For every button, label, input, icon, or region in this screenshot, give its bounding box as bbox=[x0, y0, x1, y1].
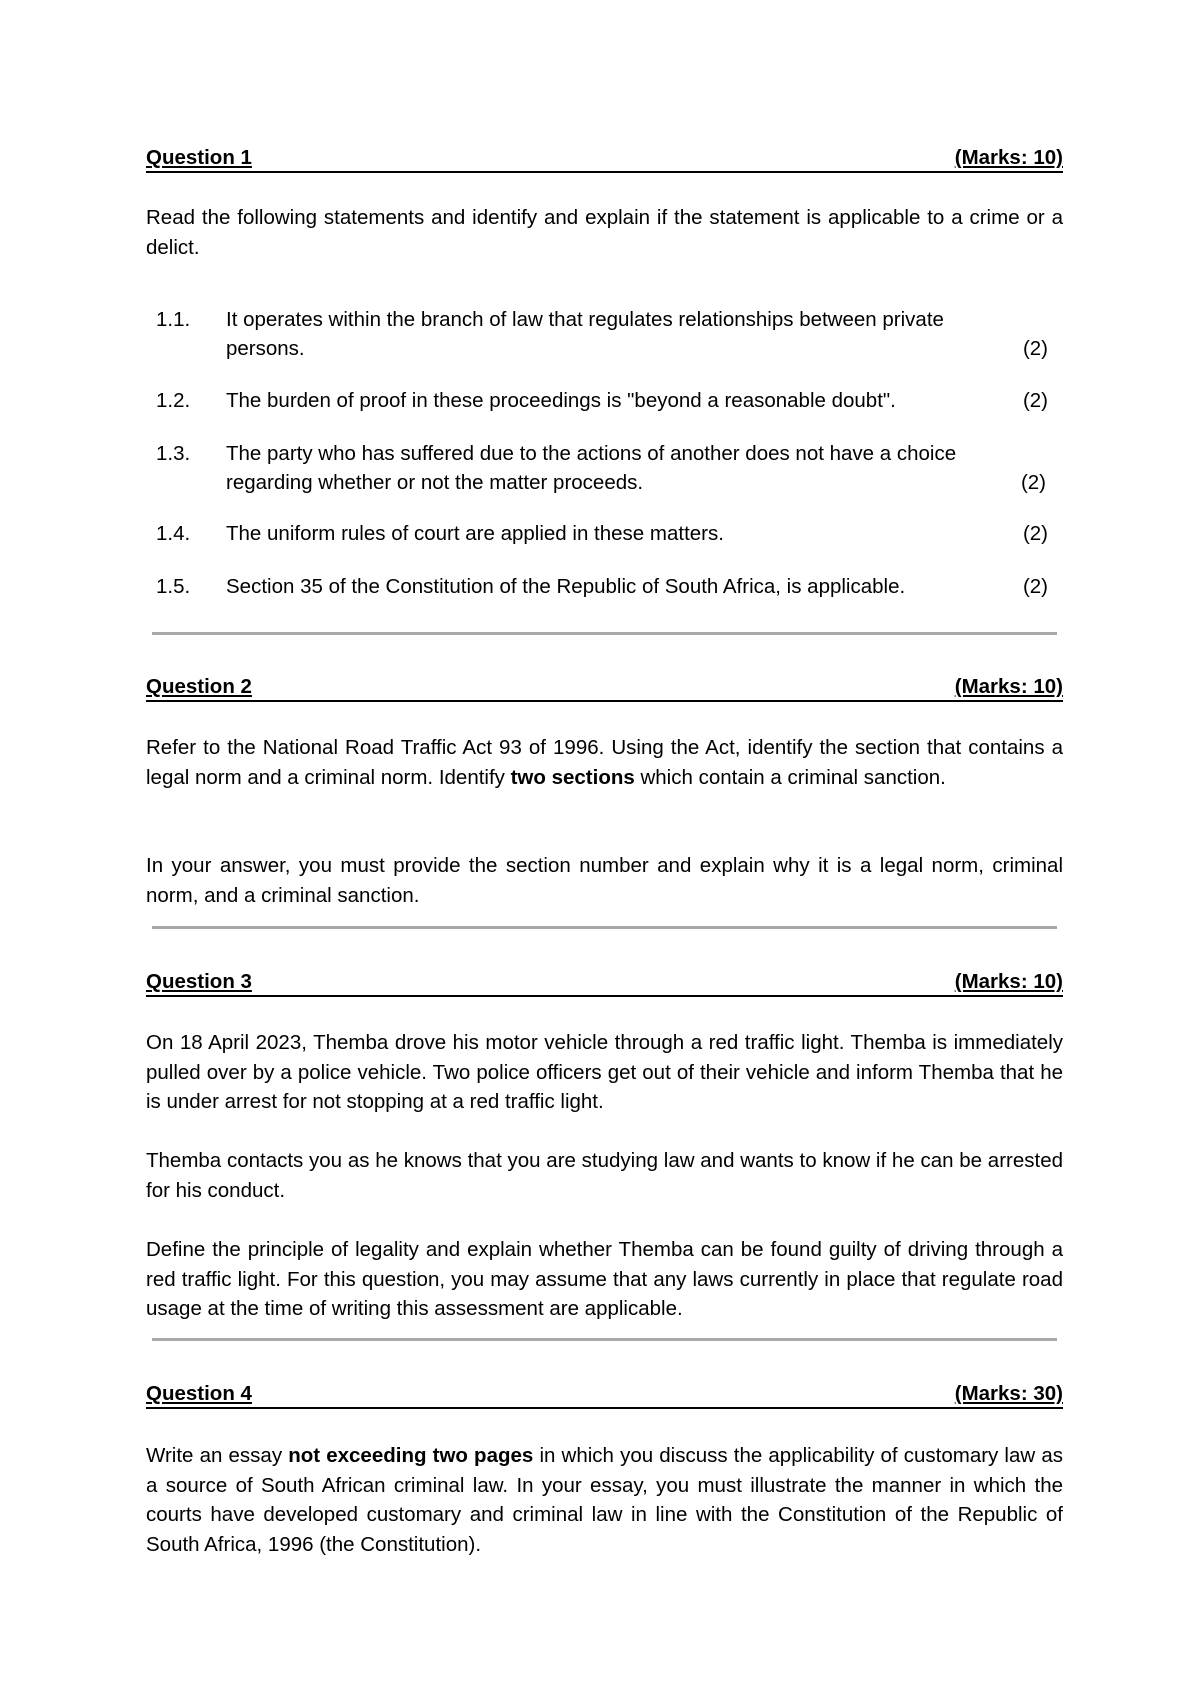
question-4-text-part: Write an essay bbox=[146, 1444, 289, 1467]
item-text: The party who has suffered due to the actions of another does not have a choice regarding whether or not the matter proceeds. bbox=[226, 442, 957, 494]
item-text: The burden of proof in these proceedings is "beyond a reasonable doubt". bbox=[226, 389, 896, 412]
question-4-heading bbox=[146, 1382, 1063, 1409]
question-1-instructions: Read the following statements and identify and explain if the statement is applicable to a crime or a delict. bbox=[146, 206, 1063, 259]
question-1-item-2 bbox=[156, 386, 1048, 415]
question-2-paragraph-1 bbox=[146, 733, 1063, 792]
question-3-paragraph-1: On 18 April 2023, Themba drove his motor vehicle through a red traffic light. Themba is immediately pulled over by a police vehicle. Two police officers get out of their vehicle and inform Themba that he is under arrest for not stopping at a red traffic light. bbox=[146, 1031, 1063, 1113]
question-2-emphasis: two sections bbox=[510, 765, 635, 789]
question-2-heading bbox=[146, 675, 1063, 702]
section-divider bbox=[152, 926, 1057, 929]
item-marks: (2) bbox=[1020, 471, 1046, 494]
item-text: The uniform rules of court are applied in these matters. bbox=[226, 522, 724, 545]
question-1-item-5 bbox=[156, 572, 1048, 601]
question-1-marks: (Marks: 10) bbox=[954, 146, 1063, 169]
question-3-heading bbox=[146, 970, 1063, 997]
question-2-text-part: which contain a criminal sanction. bbox=[634, 765, 946, 789]
section-divider bbox=[152, 632, 1057, 635]
question-4-title: Question 4 bbox=[146, 1382, 252, 1405]
item-marks: (2) bbox=[1022, 522, 1048, 545]
question-1-item-4 bbox=[156, 519, 1048, 548]
question-2-text-part: Refer to the National Road Traffic Act 93 of 1996. Using the Act, identify the section that contains a legal norm and a criminal norm. Identify bbox=[146, 736, 1063, 789]
item-text: Section 35 of the Constitution of the Republic of South Africa, is applicable. bbox=[226, 575, 906, 598]
question-4-text-part: in which you discuss the applicability of customary law as a source of South African criminal law. In your essay, you must illustrate the manner in which the courts have developed customary and criminal law in line with the Constitution of the Republic of South Africa, 1996 (the Constitution). bbox=[146, 1444, 1063, 1556]
section-divider bbox=[152, 1338, 1057, 1341]
item-text: It operates within the branch of law that regulates relationships between private persons. bbox=[226, 308, 944, 360]
question-1-title: Question 1 bbox=[146, 146, 252, 169]
question-4-marks: (Marks: 30) bbox=[954, 1382, 1063, 1405]
question-3-paragraph-2: Themba contacts you as he knows that you are studying law and wants to know if he can be arrested for his conduct. bbox=[146, 1149, 1063, 1202]
question-3-marks: (Marks: 10) bbox=[954, 970, 1063, 993]
question-1-heading bbox=[146, 146, 1063, 173]
item-marks: (2) bbox=[1022, 337, 1048, 360]
item-marks: (2) bbox=[1022, 575, 1048, 598]
question-1-item-3 bbox=[156, 439, 1048, 497]
item-number: 1.5. bbox=[156, 575, 191, 598]
question-2-title: Question 2 bbox=[146, 675, 252, 698]
question-2-marks: (Marks: 10) bbox=[954, 675, 1063, 698]
question-2-paragraph-2: In your answer, you must provide the section number and explain why it is a legal norm, criminal norm, and a criminal sanction. bbox=[146, 854, 1063, 907]
item-number: 1.2. bbox=[156, 389, 191, 412]
item-number: 1.3. bbox=[156, 442, 191, 465]
item-number: 1.1. bbox=[156, 308, 191, 331]
item-marks: (2) bbox=[1022, 389, 1048, 412]
question-3-title: Question 3 bbox=[146, 970, 252, 993]
question-4-emphasis: not exceeding two pages bbox=[288, 1444, 534, 1467]
question-1-item-1 bbox=[156, 305, 1048, 363]
question-4-paragraph bbox=[146, 1441, 1063, 1559]
item-number: 1.4. bbox=[156, 522, 191, 545]
question-3-paragraph-3: Define the principle of legality and explain whether Themba can be found guilty of driving through a red traffic light. For this question, you may assume that any laws currently in place that regulate road usage at the time of writing this assessment are applicable. bbox=[146, 1238, 1063, 1320]
